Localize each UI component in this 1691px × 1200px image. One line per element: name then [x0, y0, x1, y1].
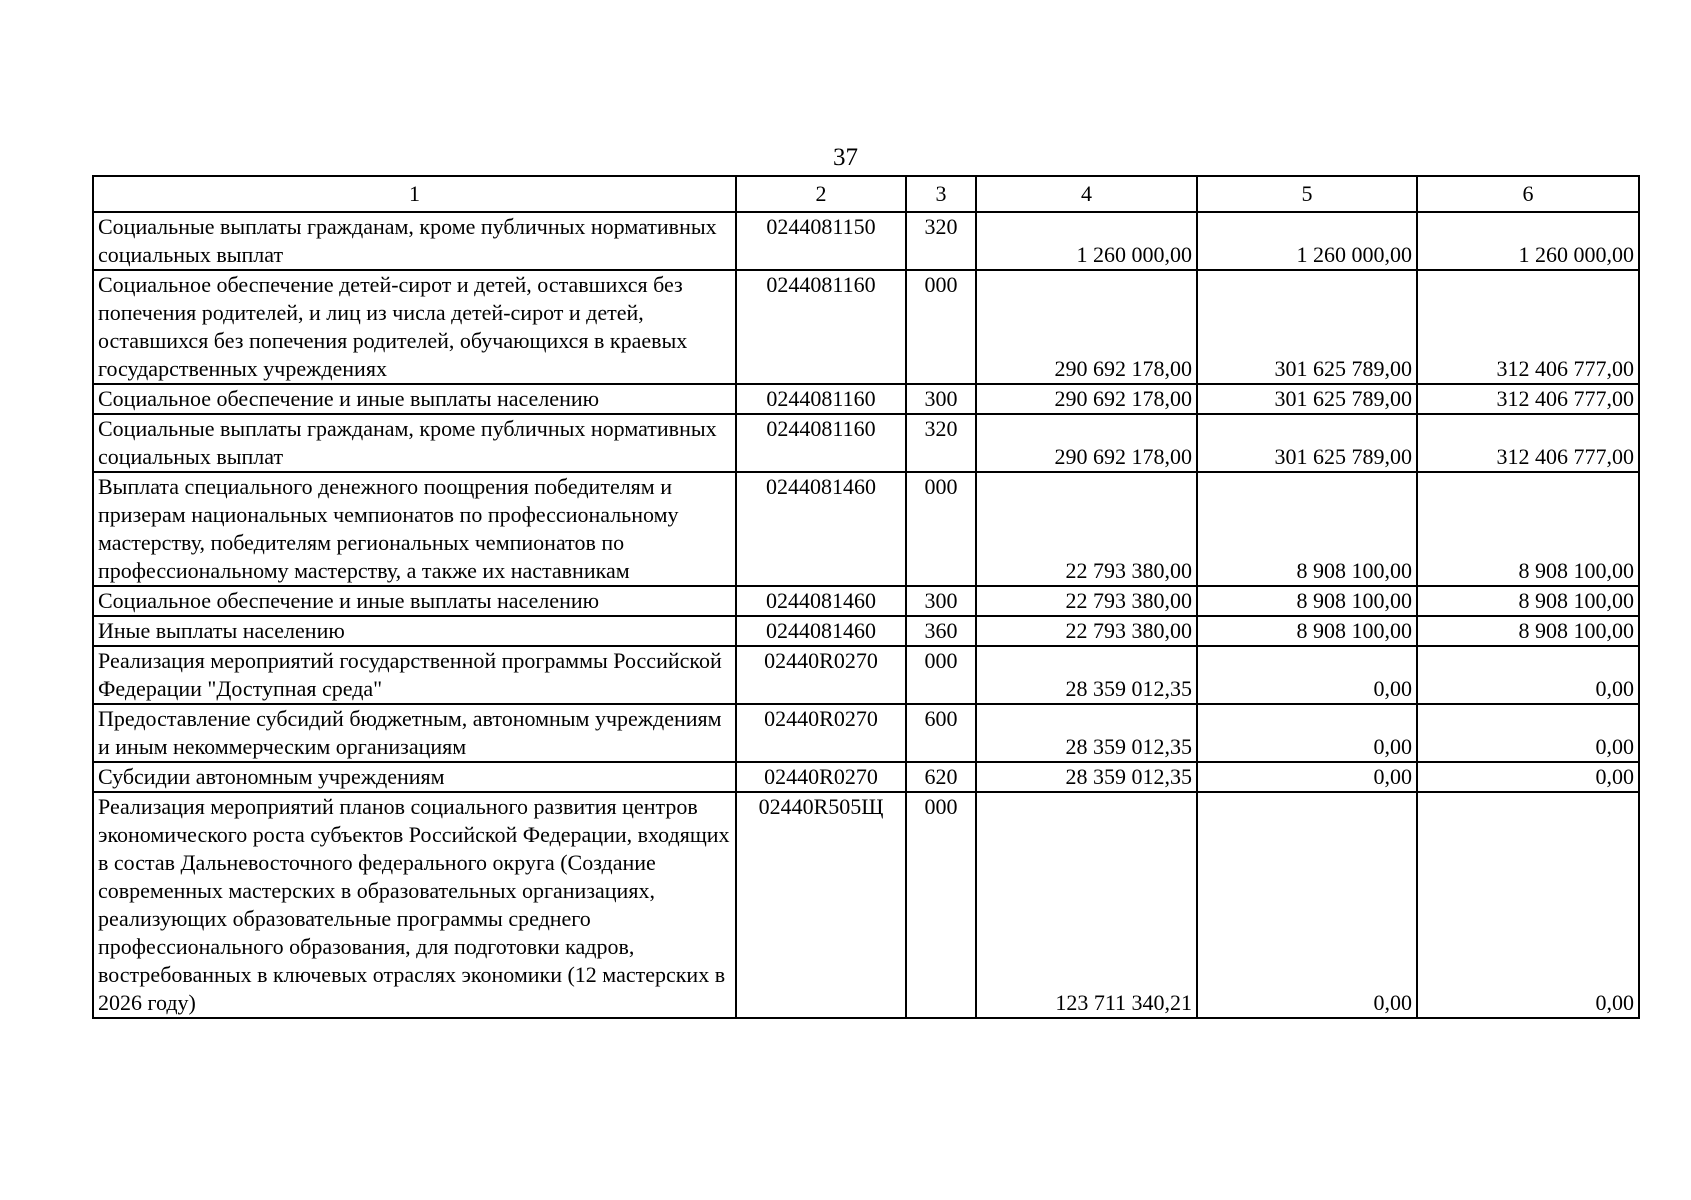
table-row [93, 616, 1639, 646]
row-amount-4-cell: 22 793 380,00 [976, 586, 1197, 616]
row-amount-4-cell: 1 260 000,00 [976, 212, 1197, 270]
row-code-cell: 0244081160 [736, 384, 906, 414]
row-amount-4-cell: 28 359 012,35 [976, 704, 1197, 762]
row-code-cell: 02440R0270 [736, 704, 906, 762]
row-name-cell: Социальные выплаты гражданам, кроме публичных нормативных социальных выплат [93, 414, 736, 472]
row-code-cell: 0244081150 [736, 212, 906, 270]
row-name-cell: Предоставление субсидий бюджетным, автономным учреждениям и иным некоммерческим организациям [93, 704, 736, 762]
row-amount-4-cell: 28 359 012,35 [976, 646, 1197, 704]
row-code-cell: 02440R505Щ [736, 792, 906, 1018]
row-amount-6-cell: 0,00 [1417, 646, 1639, 704]
row-amount-5-cell: 0,00 [1197, 704, 1417, 762]
row-name-cell: Социальное обеспечение детей-сирот и детей, оставшихся без попечения родителей, и лиц из числа детей-сирот и детей, оставшихся без попечения родителей, обучающихся в краевых государственных учреждениях [93, 270, 736, 384]
row-amount-6-cell: 312 406 777,00 [1417, 270, 1639, 384]
row-type-cell: 000 [906, 472, 976, 586]
row-amount-5-cell: 301 625 789,00 [1197, 270, 1417, 384]
row-amount-5-cell: 8 908 100,00 [1197, 586, 1417, 616]
table-row [93, 212, 1639, 270]
row-amount-5-cell: 8 908 100,00 [1197, 472, 1417, 586]
row-type-cell: 000 [906, 792, 976, 1018]
table-row [93, 270, 1639, 384]
row-amount-5-cell: 8 908 100,00 [1197, 616, 1417, 646]
row-code-cell: 0244081460 [736, 586, 906, 616]
row-type-cell: 320 [906, 414, 976, 472]
row-amount-6-cell: 8 908 100,00 [1417, 616, 1639, 646]
column-header-2: 2 [736, 176, 906, 212]
row-amount-5-cell: 301 625 789,00 [1197, 414, 1417, 472]
row-name-cell: Иные выплаты населению [93, 616, 736, 646]
column-header-5: 5 [1197, 176, 1417, 212]
row-code-cell: 0244081460 [736, 472, 906, 586]
row-amount-6-cell: 312 406 777,00 [1417, 384, 1639, 414]
row-amount-6-cell: 312 406 777,00 [1417, 414, 1639, 472]
page-number: 37 [833, 144, 858, 171]
row-name-cell: Выплата специального денежного поощрения победителям и призерам национальных чемпионатов по профессиональному мастерству, победителям региональных чемпионатов по профессиональному мастерству, а также их наставникам [93, 472, 736, 586]
row-amount-6-cell: 0,00 [1417, 792, 1639, 1018]
row-amount-5-cell: 0,00 [1197, 646, 1417, 704]
table-row [93, 704, 1639, 762]
row-type-cell: 300 [906, 586, 976, 616]
row-amount-4-cell: 22 793 380,00 [976, 616, 1197, 646]
row-amount-5-cell: 301 625 789,00 [1197, 384, 1417, 414]
row-code-cell: 02440R0270 [736, 646, 906, 704]
row-amount-6-cell: 0,00 [1417, 762, 1639, 792]
table-row [93, 586, 1639, 616]
column-header-4: 4 [976, 176, 1197, 212]
row-code-cell: 02440R0270 [736, 762, 906, 792]
column-header-3: 3 [906, 176, 976, 212]
row-code-cell: 0244081460 [736, 616, 906, 646]
row-amount-4-cell: 28 359 012,35 [976, 762, 1197, 792]
row-type-cell: 360 [906, 616, 976, 646]
row-code-cell: 0244081160 [736, 414, 906, 472]
row-amount-6-cell: 8 908 100,00 [1417, 586, 1639, 616]
row-name-cell: Социальные выплаты гражданам, кроме публичных нормативных социальных выплат [93, 212, 736, 270]
row-type-cell: 000 [906, 646, 976, 704]
row-amount-4-cell: 123 711 340,21 [976, 792, 1197, 1018]
row-type-cell: 620 [906, 762, 976, 792]
row-name-cell: Субсидии автономным учреждениям [93, 762, 736, 792]
row-name-cell: Социальное обеспечение и иные выплаты населению [93, 586, 736, 616]
column-header-1: 1 [93, 176, 736, 212]
row-amount-6-cell: 8 908 100,00 [1417, 472, 1639, 586]
row-name-cell: Реализация мероприятий государственной программы Российской Федерации "Доступная среда" [93, 646, 736, 704]
row-name-cell: Реализация мероприятий планов социального развития центров экономического роста субъектов Российской Федерации, входящих в состав Дальневосточного федерального округа (Создание современных мастерских в образовательных организациях, реализующих образовательные программы среднего профессионального образования, для подготовки кадров, востребованных в ключевых отраслях экономики (12 мастерских в 2026 году) [93, 792, 736, 1018]
table-row [93, 414, 1639, 472]
row-amount-6-cell: 0,00 [1417, 704, 1639, 762]
table-row [93, 384, 1639, 414]
table-row [93, 646, 1639, 704]
table-header-row [93, 176, 1639, 212]
column-header-6: 6 [1417, 176, 1639, 212]
row-type-cell: 320 [906, 212, 976, 270]
row-type-cell: 600 [906, 704, 976, 762]
row-amount-5-cell: 1 260 000,00 [1197, 212, 1417, 270]
row-amount-4-cell: 290 692 178,00 [976, 414, 1197, 472]
row-amount-5-cell: 0,00 [1197, 792, 1417, 1018]
row-amount-5-cell: 0,00 [1197, 762, 1417, 792]
row-type-cell: 000 [906, 270, 976, 384]
row-amount-4-cell: 290 692 178,00 [976, 384, 1197, 414]
row-amount-4-cell: 22 793 380,00 [976, 472, 1197, 586]
row-name-cell: Социальное обеспечение и иные выплаты населению [93, 384, 736, 414]
budget-table [92, 175, 1640, 1019]
table-row [93, 792, 1639, 1018]
row-amount-6-cell: 1 260 000,00 [1417, 212, 1639, 270]
row-type-cell: 300 [906, 384, 976, 414]
row-amount-4-cell: 290 692 178,00 [976, 270, 1197, 384]
table-row [93, 762, 1639, 792]
table-row [93, 472, 1639, 586]
row-code-cell: 0244081160 [736, 270, 906, 384]
